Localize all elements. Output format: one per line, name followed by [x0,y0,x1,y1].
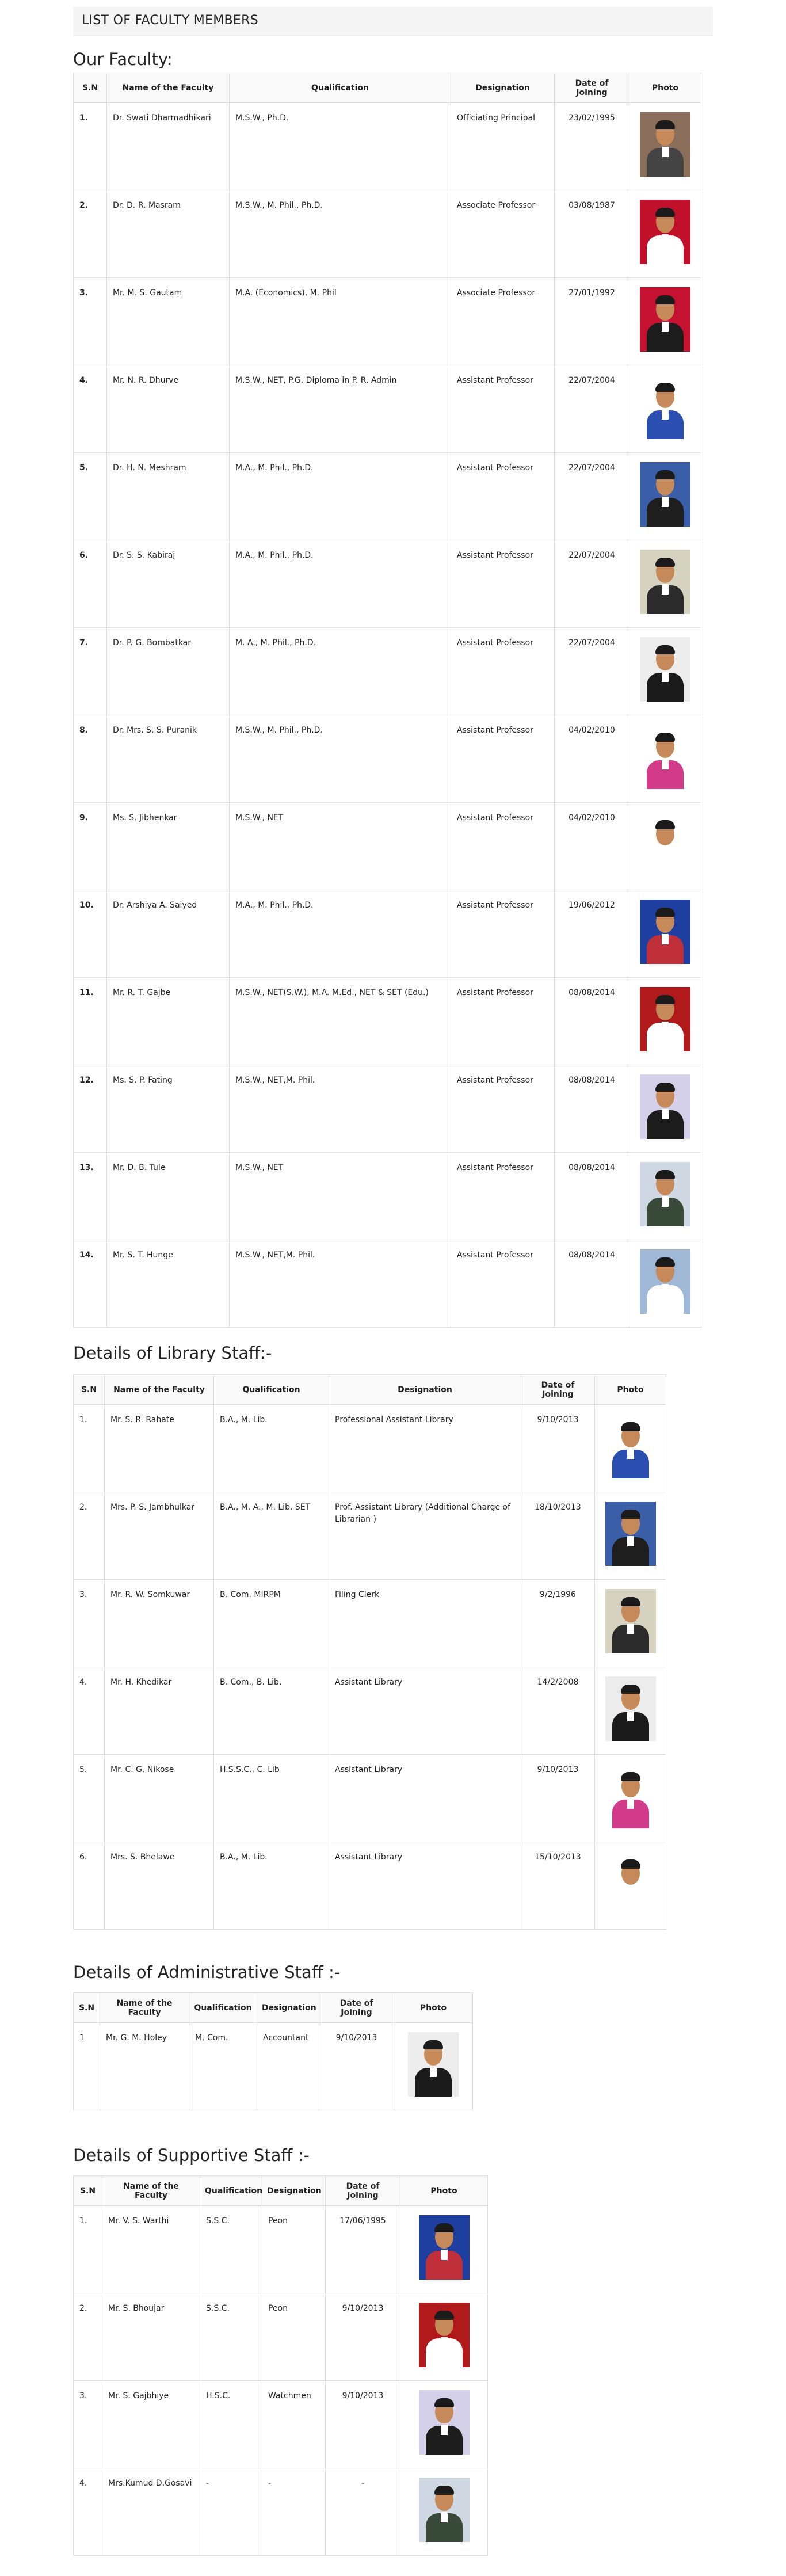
portrait-photo [419,2390,470,2455]
library-col-header: Photo [595,1375,666,1405]
library-cell-qualification: B. Com., B. Lib. [214,1667,329,1755]
support-cell-photo [400,2206,488,2293]
admin-col-header: Photo [394,1993,473,2023]
support-cell-photo [400,2381,488,2468]
support-cell-qualification: - [200,2468,262,2556]
page-title: LIST OF FACULTY MEMBERS [82,13,258,28]
faculty-row [74,278,701,365]
support-cell-designation: - [262,2468,326,2556]
portrait-photo [640,1074,690,1139]
faculty-cell-name: Dr. D. R. Masram [107,190,230,278]
faculty-cell-sn: 13. [74,1153,107,1240]
page-header [73,7,713,36]
faculty-cell-date-of-joining: 08/08/2014 [555,1240,629,1328]
support-cell-qualification: S.S.C. [200,2293,262,2381]
faculty-cell-photo [629,540,701,628]
faculty-cell-date-of-joining: 04/02/2010 [555,715,629,803]
library-cell-designation: Assistant Library [329,1667,521,1755]
admin-col-header: S.N [74,1993,100,2023]
faculty-cell-designation: Assistant Professor [451,978,555,1065]
library-cell-qualification: B.A., M. A., M. Lib. SET [214,1492,329,1580]
faculty-cell-designation: Officiating Principal [451,103,555,190]
faculty-col-header: Designation [451,73,555,103]
portrait-photo [419,2478,470,2542]
library-cell-designation: Filing Clerk [329,1580,521,1667]
faculty-row [74,453,701,540]
support-cell-designation: Peon [262,2206,326,2293]
faculty-cell-sn: 4. [74,365,107,453]
faculty-cell-qualification: M.S.W., NET [230,803,451,890]
portrait-photo [640,725,690,789]
faculty-row [74,803,701,890]
support-cell-photo [400,2293,488,2381]
admin-cell-sn: 1 [74,2023,100,2110]
portrait-photo [640,900,690,964]
faculty-cell-sn: 10. [74,890,107,978]
faculty-cell-date-of-joining: 22/07/2004 [555,453,629,540]
library-cell-name: Mrs. P. S. Jambhulkar [105,1492,214,1580]
library-cell-designation: Prof. Assistant Library (Additional Charge of Librarian ) [329,1492,521,1580]
faculty-cell-date-of-joining: 08/08/2014 [555,1065,629,1153]
faculty-row [74,978,701,1065]
faculty-cell-designation: Assistant Professor [451,453,555,540]
support-cell-qualification: H.S.C. [200,2381,262,2468]
support-row [74,2468,488,2556]
faculty-cell-qualification: M.S.W., NET(S.W.), M.A. M.Ed., NET & SET (Edu.) [230,978,451,1065]
faculty-cell-photo [629,978,701,1065]
support-cell-photo [400,2468,488,2556]
faculty-row [74,1065,701,1153]
faculty-cell-photo [629,103,701,190]
admin-col-header: Name of the Faculty [100,1993,189,2023]
faculty-cell-photo [629,1153,701,1240]
library-cell-qualification: B.A., M. Lib. [214,1842,329,1930]
portrait-photo [419,2215,470,2280]
faculty-cell-qualification: M.A., M. Phil., Ph.D. [230,540,451,628]
portrait-photo [408,2032,459,2097]
portrait-photo [605,1502,656,1566]
faculty-cell-sn: 14. [74,1240,107,1328]
faculty-cell-qualification: M.A. (Economics), M. Phil [230,278,451,365]
library-cell-date-of-joining: 15/10/2013 [521,1842,595,1930]
faculty-cell-photo [629,190,701,278]
faculty-row [74,540,701,628]
library-row [74,1755,666,1842]
library-cell-qualification: B. Com, MIRPM [214,1580,329,1667]
library-cell-date-of-joining: 9/2/1996 [521,1580,595,1667]
faculty-cell-designation: Assistant Professor [451,803,555,890]
portrait-photo [640,375,690,439]
library-cell-designation: Assistant Library [329,1755,521,1842]
faculty-cell-photo [629,453,701,540]
faculty-cell-name: Mr. R. T. Gajbe [107,978,230,1065]
faculty-cell-qualification: M.S.W., M. Phil., Ph.D. [230,190,451,278]
faculty-cell-designation: Associate Professor [451,190,555,278]
faculty-cell-photo [629,803,701,890]
faculty-cell-photo [629,628,701,715]
faculty-cell-qualification: M.S.W., NET, P.G. Diploma in P. R. Admin [230,365,451,453]
portrait-photo [605,1414,656,1478]
faculty-cell-sn: 2. [74,190,107,278]
faculty-row [74,1153,701,1240]
portrait-photo [419,2303,470,2367]
faculty-cell-date-of-joining: 22/07/2004 [555,628,629,715]
faculty-row [74,628,701,715]
faculty-cell-name: Dr. Mrs. S. S. Puranik [107,715,230,803]
faculty-cell-name: Ms. S. Jibhenkar [107,803,230,890]
faculty-cell-qualification: M.A., M. Phil., Ph.D. [230,890,451,978]
portrait-photo [605,1589,656,1653]
faculty-cell-sn: 7. [74,628,107,715]
library-cell-date-of-joining: 9/10/2013 [521,1405,595,1492]
library-cell-photo [595,1667,666,1755]
portrait-photo [640,287,690,352]
library-cell-photo [595,1755,666,1842]
faculty-cell-name: Ms. S. P. Fating [107,1065,230,1153]
support-col-header: Date of Joining [326,2176,400,2206]
library-cell-name: Mr. R. W. Somkuwar [105,1580,214,1667]
library-cell-qualification: H.S.S.C., C. Lib [214,1755,329,1842]
faculty-cell-sn: 11. [74,978,107,1065]
support-col-header: S.N [74,2176,102,2206]
support-cell-sn: 4. [74,2468,102,2556]
support-cell-date-of-joining: - [326,2468,400,2556]
faculty-row [74,103,701,190]
library-cell-sn: 3. [74,1580,105,1667]
faculty-row [74,190,701,278]
support-col-header: Photo [400,2176,488,2206]
support-cell-name: Mrs.Kumud D.Gosavi [102,2468,200,2556]
library-cell-photo [595,1842,666,1930]
faculty-cell-qualification: M. A., M. Phil., Ph.D. [230,628,451,715]
faculty-cell-date-of-joining: 19/06/2012 [555,890,629,978]
faculty-row [74,715,701,803]
faculty-cell-designation: Assistant Professor [451,540,555,628]
faculty-cell-name: Mr. S. T. Hunge [107,1240,230,1328]
faculty-cell-date-of-joining: 22/07/2004 [555,365,629,453]
library-col-header: Name of the Faculty [105,1375,214,1405]
portrait-photo [605,1764,656,1828]
faculty-cell-designation: Assistant Professor [451,1065,555,1153]
admin-cell-designation: Accountant [257,2023,319,2110]
faculty-table [73,73,701,1328]
faculty-col-header: Photo [629,73,701,103]
faculty-section-title: Our Faculty: [73,49,173,69]
admin-cell-name: Mr. G. M. Holey [100,2023,189,2110]
library-cell-qualification: B.A., M. Lib. [214,1405,329,1492]
library-cell-name: Mrs. S. Bhelawe [105,1842,214,1930]
library-table-header [74,1375,666,1405]
faculty-cell-designation: Assistant Professor [451,365,555,453]
faculty-cell-qualification: M.S.W., NET,M. Phil. [230,1065,451,1153]
faculty-cell-qualification: M.A., M. Phil., Ph.D. [230,453,451,540]
support-cell-name: Mr. S. Bhoujar [102,2293,200,2381]
faculty-cell-photo [629,278,701,365]
portrait-photo [640,987,690,1051]
faculty-col-header: S.N [74,73,107,103]
support-cell-sn: 2. [74,2293,102,2381]
admin-section-title: Details of Administrative Staff :- [73,1963,341,1982]
library-cell-sn: 5. [74,1755,105,1842]
admin-col-header: Qualification [189,1993,257,2023]
faculty-cell-name: Dr. S. S. Kabiraj [107,540,230,628]
portrait-photo [640,812,690,877]
library-col-header: Date of Joining [521,1375,595,1405]
faculty-cell-sn: 9. [74,803,107,890]
admin-table-header [74,1993,473,2023]
faculty-cell-date-of-joining: 04/02/2010 [555,803,629,890]
faculty-cell-photo [629,1240,701,1328]
library-cell-date-of-joining: 18/10/2013 [521,1492,595,1580]
portrait-photo [605,1676,656,1741]
support-section-title: Details of Supportive Staff :- [73,2146,310,2165]
library-cell-sn: 1. [74,1405,105,1492]
faculty-cell-date-of-joining: 08/08/2014 [555,1153,629,1240]
library-row [74,1667,666,1755]
faculty-cell-designation: Assistant Professor [451,628,555,715]
support-cell-designation: Watchmen [262,2381,326,2468]
faculty-cell-name: Dr. H. N. Meshram [107,453,230,540]
library-cell-sn: 4. [74,1667,105,1755]
faculty-cell-name: Dr. Swati Dharmadhikari [107,103,230,190]
portrait-photo [640,1249,690,1314]
support-cell-designation: Peon [262,2293,326,2381]
faculty-cell-designation: Assistant Professor [451,715,555,803]
support-table-header [74,2176,488,2206]
library-cell-photo [595,1492,666,1580]
faculty-cell-designation: Associate Professor [451,278,555,365]
support-cell-name: Mr. S. Gajbhiye [102,2381,200,2468]
portrait-photo [640,1162,690,1226]
support-col-header: Designation [262,2176,326,2206]
admin-cell-date-of-joining: 9/10/2013 [319,2023,394,2110]
library-cell-sn: 2. [74,1492,105,1580]
portrait-photo [640,637,690,702]
portrait-photo [605,1851,656,1916]
faculty-cell-sn: 1. [74,103,107,190]
faculty-cell-name: Mr. D. B. Tule [107,1153,230,1240]
library-row [74,1492,666,1580]
library-cell-name: Mr. H. Khedikar [105,1667,214,1755]
library-cell-designation: Professional Assistant Library [329,1405,521,1492]
support-row [74,2381,488,2468]
faculty-cell-name: Dr. P. G. Bombatkar [107,628,230,715]
portrait-photo [640,200,690,264]
library-cell-sn: 6. [74,1842,105,1930]
support-row [74,2206,488,2293]
faculty-cell-qualification: M.S.W., M. Phil., Ph.D. [230,715,451,803]
support-table [73,2175,488,2556]
faculty-cell-sn: 8. [74,715,107,803]
faculty-cell-designation: Assistant Professor [451,1153,555,1240]
library-row [74,1580,666,1667]
faculty-cell-sn: 3. [74,278,107,365]
faculty-cell-sn: 6. [74,540,107,628]
library-cell-date-of-joining: 14/2/2008 [521,1667,595,1755]
faculty-cell-photo [629,715,701,803]
admin-cell-qualification: M. Com. [189,2023,257,2110]
faculty-cell-date-of-joining: 03/08/1987 [555,190,629,278]
library-col-header: Qualification [214,1375,329,1405]
portrait-photo [640,462,690,527]
support-col-header: Qualification [200,2176,262,2206]
library-section-title: Details of Library Staff:- [73,1343,272,1363]
support-cell-name: Mr. V. S. Warthi [102,2206,200,2293]
faculty-table-header [74,73,701,103]
faculty-cell-date-of-joining: 08/08/2014 [555,978,629,1065]
faculty-col-header: Qualification [230,73,451,103]
admin-col-header: Date of Joining [319,1993,394,2023]
faculty-cell-designation: Assistant Professor [451,890,555,978]
admin-cell-photo [394,2023,473,2110]
faculty-cell-name: Mr. M. S. Gautam [107,278,230,365]
support-col-header: Name of the Faculty [102,2176,200,2206]
support-cell-date-of-joining: 17/06/1995 [326,2206,400,2293]
faculty-cell-qualification: M.S.W., NET [230,1153,451,1240]
library-row [74,1842,666,1930]
library-col-header: Designation [329,1375,521,1405]
library-cell-name: Mr. C. G. Nikose [105,1755,214,1842]
faculty-cell-photo [629,365,701,453]
support-cell-sn: 1. [74,2206,102,2293]
faculty-row [74,890,701,978]
faculty-cell-date-of-joining: 22/07/2004 [555,540,629,628]
faculty-row [74,1240,701,1328]
support-row [74,2293,488,2381]
library-table [73,1374,666,1930]
faculty-cell-name: Mr. N. R. Dhurve [107,365,230,453]
library-cell-designation: Assistant Library [329,1842,521,1930]
faculty-cell-date-of-joining: 23/02/1995 [555,103,629,190]
faculty-cell-date-of-joining: 27/01/1992 [555,278,629,365]
faculty-cell-photo [629,890,701,978]
faculty-col-header: Date of Joining [555,73,629,103]
portrait-photo [640,112,690,177]
library-cell-photo [595,1580,666,1667]
library-col-header: S.N [74,1375,105,1405]
admin-row [74,2023,473,2110]
faculty-cell-photo [629,1065,701,1153]
faculty-col-header: Name of the Faculty [107,73,230,103]
admin-table [73,1992,473,2110]
library-row [74,1405,666,1492]
faculty-cell-name: Dr. Arshiya A. Saiyed [107,890,230,978]
faculty-cell-designation: Assistant Professor [451,1240,555,1328]
library-cell-name: Mr. S. R. Rahate [105,1405,214,1492]
library-cell-date-of-joining: 9/10/2013 [521,1755,595,1842]
faculty-cell-qualification: M.S.W., NET,M. Phil. [230,1240,451,1328]
support-cell-date-of-joining: 9/10/2013 [326,2381,400,2468]
portrait-photo [640,550,690,614]
faculty-cell-qualification: M.S.W., Ph.D. [230,103,451,190]
support-cell-date-of-joining: 9/10/2013 [326,2293,400,2381]
faculty-cell-sn: 12. [74,1065,107,1153]
library-cell-photo [595,1405,666,1492]
support-cell-qualification: S.S.C. [200,2206,262,2293]
support-cell-sn: 3. [74,2381,102,2468]
admin-col-header: Designation [257,1993,319,2023]
faculty-row [74,365,701,453]
faculty-cell-sn: 5. [74,453,107,540]
